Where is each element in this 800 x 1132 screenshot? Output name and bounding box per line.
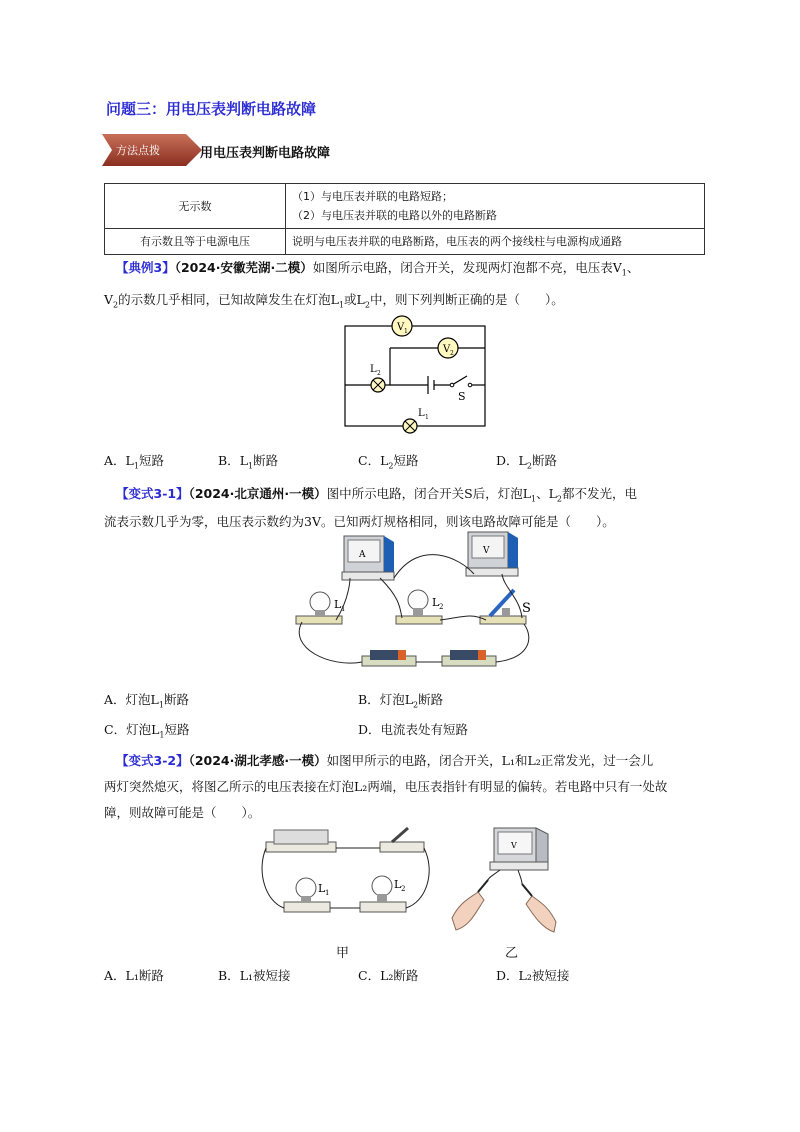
battery-icon — [362, 650, 416, 666]
table-cell-line: （2）与电压表并联的电路以外的电路断路 — [292, 209, 497, 222]
q2-l2-sub: 2 — [439, 603, 444, 611]
l1-label: L — [418, 408, 425, 419]
q3-option-a[interactable]: A．L₁断路 — [104, 968, 164, 983]
q2-label: 【变式3-1】 — [116, 486, 189, 501]
q2-line2: 流表示数几乎为零，电压表示数约为3V。已知两灯规格相同，则该电路故障可能是（ ）。 — [104, 514, 615, 529]
q3-l2-label: L — [394, 878, 402, 891]
table-cell: 无示数 — [105, 184, 286, 229]
q1-text: 、 — [626, 260, 640, 275]
q2-l1-label: L — [334, 598, 342, 611]
q2-sub: 2 — [556, 494, 563, 504]
method-table — [104, 183, 705, 255]
q1-sub: 1 — [338, 300, 345, 310]
l2-label: L — [370, 364, 377, 375]
q1-source: （2024·安徽芜湖·二模） — [174, 260, 313, 275]
q3-figures — [256, 822, 576, 964]
battery-icon — [442, 650, 496, 666]
q2-sub: 1 — [531, 494, 537, 504]
q3-l1-label: L — [318, 882, 326, 895]
q2-option-c[interactable]: C．灯泡$L_1$短路 — [104, 722, 190, 740]
q3-option-c[interactable]: C．L₂断路 — [358, 968, 419, 983]
v2-label: V — [443, 344, 451, 355]
q1-option-d[interactable]: D．$L_2$断路 — [496, 453, 557, 471]
q1-text: 或L — [344, 292, 365, 307]
table-row — [105, 229, 705, 255]
q1-sub: 2 — [364, 300, 370, 310]
q3-label: 【变式3-2】 — [116, 753, 189, 768]
q2-l1-sub: 1 — [341, 605, 346, 613]
v2-sub: 2 — [450, 350, 454, 357]
table-cell: 说明与电压表并联的电路断路，电压表的两个接线柱与电源构成通路 — [286, 229, 705, 255]
q2-option-d[interactable]: D．电流表处有短路 — [358, 722, 469, 737]
method-title: 用电压表判断电路故障 — [200, 146, 331, 161]
l2-sub: 2 — [377, 370, 381, 377]
q3-line3: 障，则故障可能是（ ）。 — [104, 805, 261, 820]
q1-text: 中，则下列判断正确的是（ ）。 — [369, 292, 564, 307]
q3-source: （2024·湖北孝感·一模） — [188, 753, 327, 768]
hand-probe-icon — [522, 884, 556, 932]
q1-sub: 1 — [621, 268, 627, 278]
q3-l2-sub: 2 — [401, 885, 406, 893]
q2-l2-label: L — [432, 596, 440, 609]
table-cell — [286, 184, 705, 229]
q3-voltmeter-label: V — [511, 841, 517, 850]
table-cell: 有示数且等于电源电压 — [105, 229, 286, 255]
switch-icon — [380, 828, 424, 852]
q1-option-a[interactable]: A．$L_1$短路 — [104, 453, 164, 471]
q2-text: 、L — [536, 486, 557, 501]
q2-option-a[interactable]: A．灯泡$L_1$断路 — [104, 692, 189, 710]
switch-label: S — [458, 390, 466, 403]
q1-label: 【典例3】 — [116, 260, 175, 275]
q3-text: 如图甲所示的电路，闭合开关，L₁和L₂正常发光，过一会儿 — [326, 753, 654, 768]
section-heading: 问题三：用电压表判断电路故障 — [106, 100, 317, 118]
table-row — [105, 184, 705, 229]
q2-option-b[interactable]: B．灯泡$L_2$断路 — [358, 692, 444, 710]
q3-line1 — [116, 747, 653, 775]
q1-text: V — [104, 292, 114, 307]
q1-circuit-diagram — [330, 312, 500, 442]
q3-option-d[interactable]: D．L₂被短接 — [496, 968, 570, 983]
battery-holder-icon — [266, 830, 336, 852]
q1-option-c[interactable]: C．$L_2$短路 — [358, 453, 419, 471]
q2-text: 都不发光，电 — [562, 486, 638, 501]
q3-option-b[interactable]: B．L₁被短接 — [218, 968, 291, 983]
voltmeter-label: V — [483, 546, 490, 556]
q1-line1 — [116, 254, 639, 288]
q1-sub: 2 — [113, 300, 119, 310]
voltmeter-icon — [466, 532, 518, 576]
table-cell-line: （1）与电压表并联的电路短路； — [292, 190, 453, 203]
q3-line2: 两灯突然熄灭，将图乙所示的电压表接在灯泡L₂两端，电压表指针有明显的偏转。若电路中只有一处故 — [104, 779, 668, 794]
v1-label: V — [397, 322, 405, 333]
q1-text: 如图所示电路，闭合开关，发现两灯泡都不亮，电压表V — [312, 260, 622, 275]
q1-text: 的示数几乎相同，已知故障发生在灯泡L — [118, 292, 339, 307]
method-banner — [102, 132, 502, 172]
q1-option-b[interactable]: B．$L_1$断路 — [218, 453, 279, 471]
ammeter-icon — [342, 536, 394, 580]
v1-sub: 1 — [404, 328, 408, 335]
figure-caption-yi: 乙 — [505, 946, 519, 961]
q2-source: （2024·北京通州·一模） — [188, 486, 327, 501]
ammeter-label: A — [359, 550, 366, 560]
figure-caption-jia: 甲 — [336, 946, 350, 961]
hand-probe-icon — [452, 880, 488, 930]
method-tag-label: 方法点拨 — [116, 144, 160, 157]
q3-l1-sub: 1 — [325, 889, 330, 897]
q2-circuit-photo — [290, 528, 540, 680]
q2-text: 图中所示电路，闭合开关S后，灯泡L — [326, 486, 532, 501]
q2-switch-label: S — [522, 601, 531, 616]
voltmeter-icon — [490, 828, 548, 870]
l1-sub: 1 — [425, 414, 429, 421]
